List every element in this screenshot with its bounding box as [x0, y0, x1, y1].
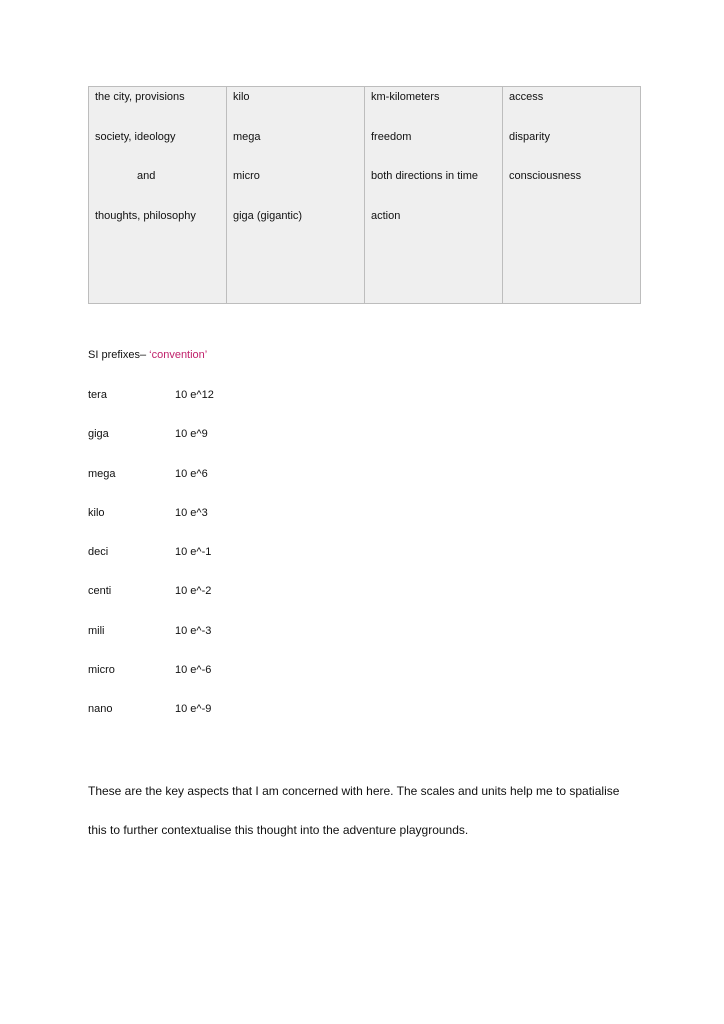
- paragraph-line: These are the key aspects that I am concerned with here. The scales and units help me to spatialise: [88, 784, 620, 798]
- list-item: [88, 507, 388, 520]
- table-cell: society, ideology: [95, 130, 176, 143]
- si-prefix-power: 10 e^9: [175, 428, 208, 441]
- table-cell: thoughts, philosophy: [95, 209, 196, 222]
- table-row: [89, 87, 641, 304]
- si-prefix-power: 10 e^3: [175, 506, 208, 519]
- list-item: [88, 703, 388, 716]
- list-item: [88, 546, 388, 559]
- table-cell: the city, provisions: [95, 91, 185, 103]
- list-item: [88, 625, 388, 638]
- si-prefix-name: nano: [88, 703, 113, 716]
- table-column-1: [89, 87, 227, 304]
- table-cell: action: [371, 209, 401, 222]
- list-item: [88, 585, 388, 598]
- table-cell: consciousness: [509, 170, 582, 182]
- table-cell: both directions in time: [371, 170, 478, 182]
- table-cell: giga (gigantic): [233, 209, 303, 222]
- table-column-2: [227, 87, 365, 304]
- table-cell: micro: [233, 170, 260, 182]
- paragraph-line: this to further contextualise this thought into the adventure playgrounds.: [88, 823, 469, 837]
- concept-table: [88, 86, 641, 304]
- si-prefix-list: [88, 389, 388, 743]
- list-item: [88, 664, 388, 677]
- si-prefix-power: 10 e^-9: [175, 703, 212, 716]
- si-prefix-name: micro: [88, 664, 115, 677]
- table-cell: km-kilometers: [371, 91, 440, 103]
- si-prefix-name: mili: [88, 624, 105, 637]
- si-prefix-name: tera: [88, 389, 107, 401]
- si-prefix-name: centi: [88, 585, 112, 598]
- table-cell: mega: [233, 130, 261, 143]
- si-prefixes-heading: [88, 349, 207, 362]
- table-cell: disparity: [509, 130, 550, 143]
- si-prefix-power: 10 e^12: [175, 389, 214, 401]
- list-item: [88, 389, 388, 402]
- si-prefix-power: 10 e^-2: [175, 585, 212, 598]
- table-cell: access: [509, 91, 544, 103]
- table-column-4: [503, 87, 641, 304]
- si-heading-accent: ‘convention’: [149, 349, 208, 361]
- list-item: [88, 428, 388, 441]
- table-cell: kilo: [233, 91, 250, 103]
- si-prefix-power: 10 e^-3: [175, 624, 212, 637]
- si-prefix-power: 10 e^-6: [175, 664, 212, 677]
- si-prefix-name: deci: [88, 546, 109, 559]
- si-prefix-name: kilo: [88, 506, 105, 519]
- list-item: [88, 468, 388, 481]
- si-heading-text: SI prefixes–: [88, 349, 150, 361]
- si-prefix-power: 10 e^6: [175, 467, 208, 480]
- si-prefix-name: giga: [88, 428, 109, 441]
- table-cell: and: [137, 170, 156, 182]
- si-prefix-power: 10 e^-1: [175, 546, 212, 559]
- table-cell: freedom: [371, 130, 412, 143]
- body-paragraph: [88, 784, 648, 862]
- si-prefix-name: mega: [88, 467, 116, 480]
- table-column-3: [365, 87, 503, 304]
